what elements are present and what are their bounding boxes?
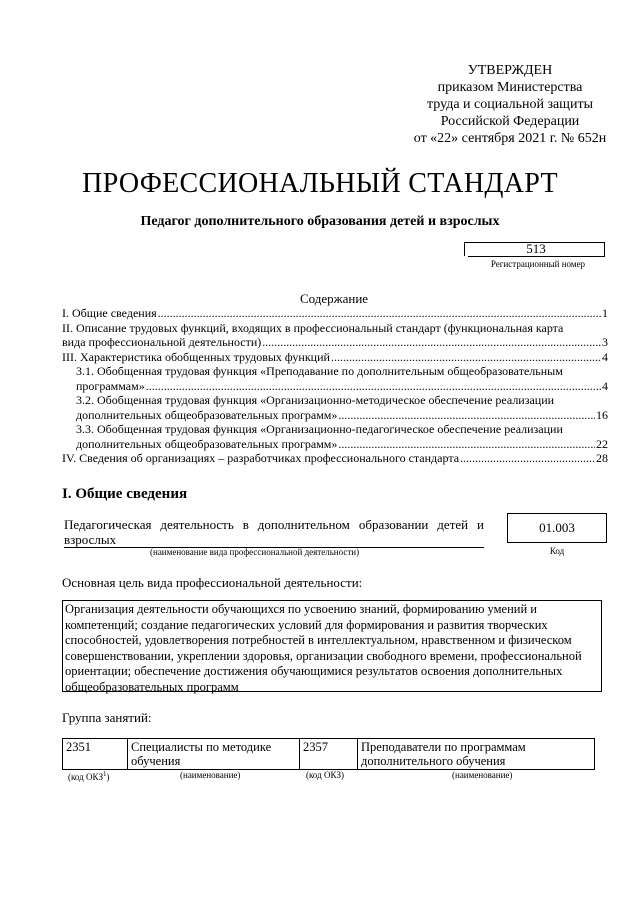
toc-leader-dots [338, 408, 595, 423]
occupation-code-caption: (код ОКЗ) [306, 770, 344, 780]
toc-entry-text: вида профессиональной деятельности) [62, 335, 262, 349]
occupation-code-cell: 2351 [63, 739, 128, 770]
caption-text: ) [106, 772, 110, 782]
table-row [63, 739, 595, 770]
toc-entry-text: дополнительных общеобразовательных программ» [76, 407, 338, 422]
section-heading: I. Общие сведения [62, 486, 188, 502]
toc-entry[interactable] [62, 306, 608, 321]
toc-leader-dots [158, 306, 601, 321]
approval-line: труда и социальной защиты [427, 97, 593, 112]
table-of-contents [62, 306, 608, 466]
toc-entry-text: программам» [76, 378, 145, 393]
registration-caption: Регистрационный номер [490, 259, 586, 269]
activity-name: Педагогическая деятельность в дополнительном образовании детей и взрослых [64, 517, 484, 547]
occupation-table [62, 738, 595, 770]
approval-line: от «22» сентября 2021 г. № 652н [413, 131, 607, 146]
toc-heading: Содержание [299, 291, 369, 306]
approval-block [380, 62, 640, 147]
toc-entry-text: I. Общие сведения [62, 306, 157, 320]
toc-entry-text: дополнительных общеобразовательных программ» [76, 436, 338, 451]
occupation-code-cell: 2357 [300, 739, 358, 770]
toc-page-number: 4 [602, 378, 608, 393]
approval-line: Российской Федерации [440, 114, 580, 129]
occupation-group-label: Группа занятий: [62, 710, 152, 725]
toc-leader-dots [146, 379, 601, 394]
toc-entry-first-line: 3.1. Обобщенная трудовая функция «Преподавание по дополнительным общеобразовательным [76, 364, 563, 378]
activity-code: 01.003 [507, 513, 607, 543]
footnote-ref: 1 [103, 770, 107, 778]
toc-page-number: 16 [596, 407, 608, 422]
goal-text: Организация деятельности обучающихся по усвоению знаний, формированию умений и компетенций; создание педагогических условий для формирования и развития творческих способностей, удовлетворения потребностей в интеллектуальном, нравственном и физическом совершенствовании, укреплении здоровья, организации свободного времени, профессиональной ориентации; обеспечение достижения обучающимися результатов освоения дополнительных общеобразовательных программ [62, 600, 602, 692]
document-subtitle: Педагог дополнительного образования детей и взрослых [140, 214, 500, 229]
toc-leader-dots [460, 451, 595, 466]
toc-entry[interactable] [62, 364, 608, 393]
goal-label: Основная цель вида профессиональной деятельности: [62, 575, 363, 590]
toc-page-number: 22 [596, 436, 608, 451]
toc-entry[interactable] [62, 393, 608, 422]
approval-line: УТВЕРЖДЕН [467, 63, 553, 78]
toc-entry-first-line: II. Описание трудовых функций, входящих в профессиональный стандарт (функциональная карта [62, 320, 564, 335]
toc-entry-first-line: 3.3. Обобщенная трудовая функция «Организационно-педагогическое обеспечение реализации [76, 422, 563, 436]
occupation-name-caption: (наименование) [452, 770, 513, 780]
occupation-name-cell: Специалисты по методике обучения [128, 739, 300, 770]
toc-entry-first-line: 3.2. Обобщенная трудовая функция «Организационно-методическое обеспечение реализации [76, 393, 555, 407]
toc-entry[interactable] [62, 422, 608, 451]
document-title: ПРОФЕССИОНАЛЬНЫЙ СТАНДАРТ [82, 168, 558, 199]
toc-leader-dots [262, 335, 601, 350]
toc-entry-text: IV. Сведения об организациях – разработчиках профессионального стандарта [62, 451, 460, 465]
toc-entry-text: III. Характеристика обобщенных трудовых функций [62, 349, 330, 364]
toc-page-number: 1 [602, 306, 608, 320]
toc-leader-dots [338, 437, 595, 452]
toc-page-number: 28 [596, 451, 608, 465]
toc-entry[interactable] [62, 321, 608, 350]
registration-number: 513 [468, 242, 605, 257]
code-caption: Код [549, 546, 565, 556]
occupation-code-caption [68, 770, 110, 782]
toc-page-number: 3 [602, 335, 608, 349]
caption-text: (код ОКЗ [68, 772, 103, 782]
activity-caption: (наименование вида профессиональной деятельности) [150, 547, 360, 557]
toc-leader-dots [331, 350, 601, 365]
approval-line: приказом Министерства [437, 80, 583, 95]
toc-page-number: 4 [602, 349, 608, 364]
toc-entry[interactable] [62, 451, 608, 466]
occupation-name-caption: (наименование) [180, 770, 241, 780]
toc-entry[interactable] [62, 350, 608, 365]
occupation-name-cell: Преподаватели по программам дополнительного обучения [358, 739, 595, 770]
